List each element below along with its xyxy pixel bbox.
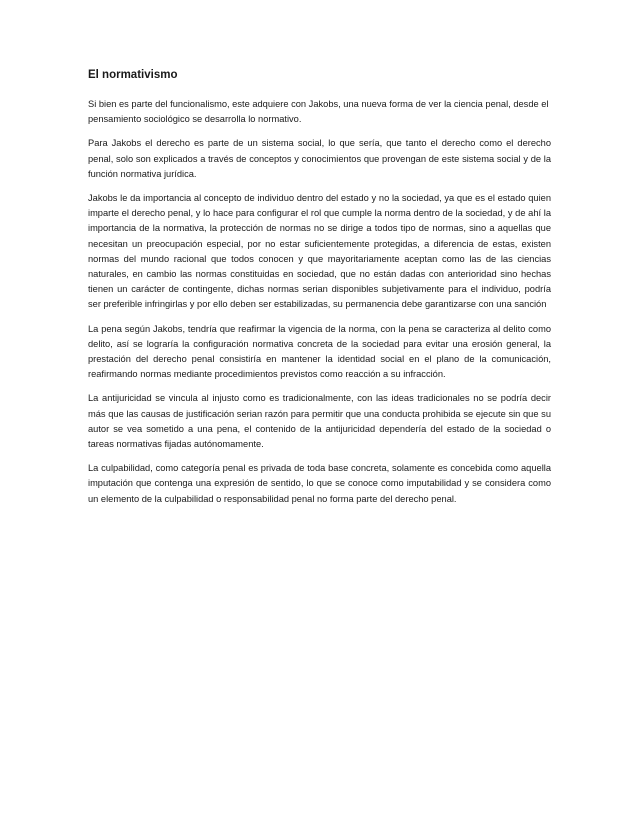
paragraph-culpabilidad: La culpabilidad, como categoría penal es privada de toda base concreta, solamente es concebida como aquella imputación que contenga una expresión de sentido, lo que se conoce como imputabilidad y se considera como un elemento de la culpabilidad o responsabilidad penal no forma parte del derecho penal. bbox=[88, 463, 551, 504]
paragraph-antijuricidad: La antijuricidad se vincula al injusto como es tradicionalmente, con las ideas tradicionales no se podría decir más que las causas de justificación serian razón para permitir que una conducta prohibida se ejecute sin que su autor se vea sometido a una pena, el contenido de la antijuricidad dependería del estado de la sociedad o tareas normativas fijadas autónomamente. bbox=[88, 393, 551, 450]
paragraph-individual-state: Jakobs le da importancia al concepto de individuo dentro del estado y no la sociedad, ya que es el estado quien imparte el derecho penal, y lo hace para configurar el rol que cumple la norma dentro de la sociedad, y de ahí la importancia de la normativa, la protección de normas no se dirige a todos tipo de normas, sino a aquellas que necesitan un preocupación especial, por no estar suficientemente protegidas, a diferencia de estas, existen normas del mundo racional que todos conocen y que mayoritariamente aceptan como las de las ciencias naturales, en cambio las normas constituidas en sociedad, que no están dadas con anterioridad sino hechas tienen un carácter de contingente, dichas normas serian disponibles subjetivamente para el individuo, podría ser preferible infringirlas y por ello deben ser estabilizadas, su permanencia debe garantizarse con una sanción bbox=[88, 193, 551, 310]
paragraph-intro: Si bien es parte del funcionalismo, este adquiere con Jakobs, una nueva forma de ver la ciencia penal, desde el pensamiento sociológico se desarrolla lo normativo. bbox=[88, 99, 549, 125]
paragraph-social-system: Para Jakobs el derecho es parte de un sistema social, lo que sería, que tanto el derecho como el derecho penal, solo son explicados a través de conceptos y conocimientos que provengan de este sistema social y de la función normativa jurídica. bbox=[88, 138, 551, 179]
paragraph-pena: La pena según Jakobs, tendría que reafirmar la vigencia de la norma, con la pena se caracteriza al delito como delito, así se lograría la configuración normativa concreta de la sociedad para evitar una erosión general, la prestación del derecho penal consistiría en mantener la identidad social en el plano de la comunicación, reafirmando normas mediante procedimientos previstos como reacción a su infracción. bbox=[88, 323, 551, 380]
document-page bbox=[88, 68, 551, 516]
document-title: El normativismo bbox=[88, 69, 178, 81]
